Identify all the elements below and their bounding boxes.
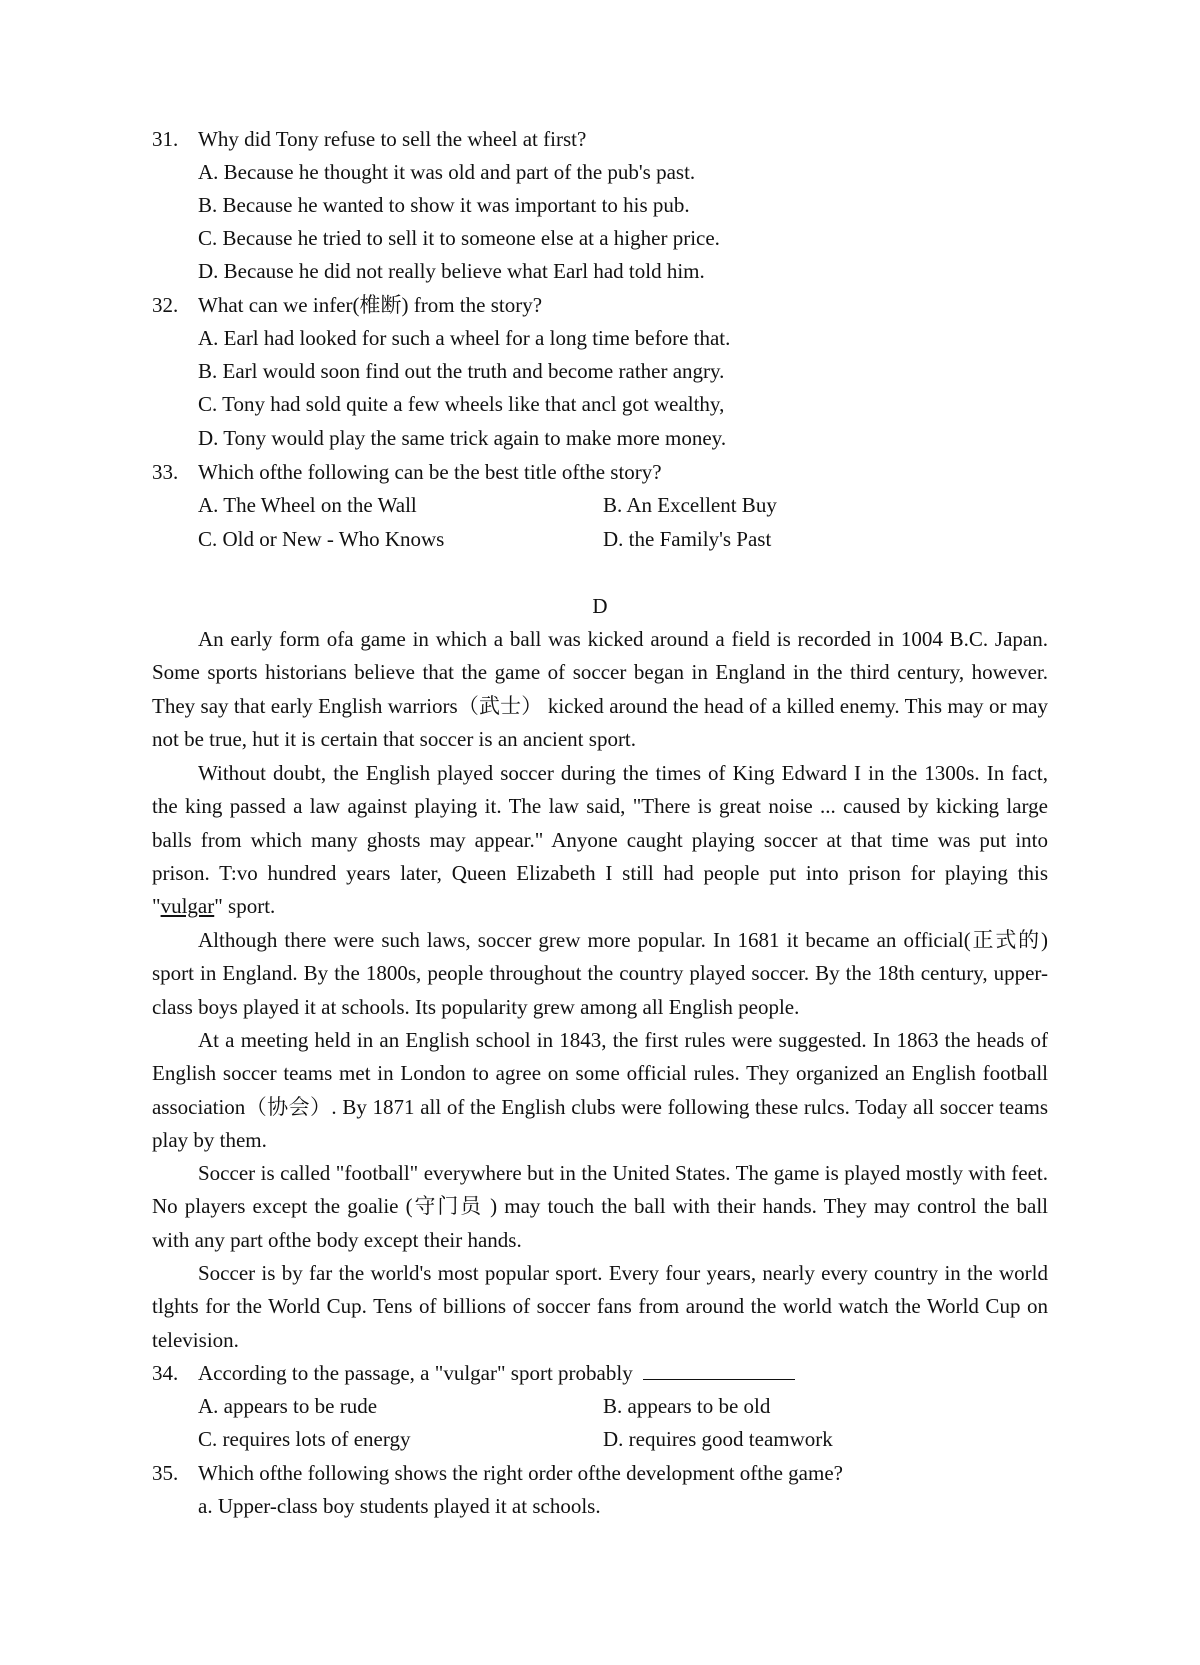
- question-stem: Why did Tony refuse to sell the wheel at first?: [198, 127, 587, 151]
- passage-paragraph-6: Soccer is by far the world's most popular sport. Every four years, nearly every country in the world tlghts for the World Cup. Tens of billions of soccer fans from around the world watch the World Cup on television.: [152, 1261, 1048, 1352]
- option-34-a: A. appears to be rude: [198, 1394, 378, 1418]
- question-number: 32.: [152, 293, 179, 317]
- question-stem: Which ofthe following can be the best title ofthe story?: [198, 460, 662, 484]
- question-35: [152, 1457, 1052, 1490]
- option-31-c: C. Because he tried to sell it to someone else at a higher price.: [198, 226, 720, 250]
- question-34: [152, 1357, 1052, 1390]
- paragraph-text: " sport.: [214, 894, 276, 919]
- option-31-b: B. Because he wanted to show it was important to his pub.: [198, 193, 690, 217]
- ordering-item-a: a. Upper-class boy students played it at schools.: [198, 1494, 601, 1518]
- question-stem: Which ofthe following shows the right order ofthe development ofthe game?: [198, 1461, 843, 1485]
- passage-paragraph-4: At a meeting held in an English school in 1843, the first rules were suggested. In 1863 the heads of English soccer teams met in London to agree on some official rules. They organized an English football association（协会）. By 1871 all of the English clubs were following these rulcs. Today all soccer teams play by them.: [152, 1028, 1048, 1152]
- question-31: [152, 123, 1052, 156]
- passage-paragraph-2: [152, 757, 1048, 923]
- paragraph-text: Without doubt, the English played soccer during the times of King Edward I in the 1300s. In fact, the king passed a law against playing it. The law said, "There is great noise ... caused by kicking large balls from which many ghosts may appear." Anyone caught playing soccer at that time was put into prison. T:vo hundred years later, Queen Elizabeth I still had people put into prison for playing this ": [152, 761, 1048, 919]
- option-31-d: D. Because he did not really believe what Earl had told him.: [198, 259, 705, 283]
- question-number: 34.: [152, 1361, 179, 1385]
- question-number: 35.: [152, 1461, 179, 1485]
- option-31-a: A. Because he thought it was old and part of the pub's past.: [198, 160, 696, 184]
- section-heading: D: [592, 594, 608, 618]
- answer-blank: [643, 1357, 795, 1380]
- question-33: [152, 456, 1052, 489]
- option-34-b: B. appears to be old: [603, 1394, 771, 1418]
- option-34-d: D. requires good teamwork: [603, 1427, 833, 1451]
- question-number: 33.: [152, 460, 179, 484]
- option-34-c: C. requires lots of energy: [198, 1427, 411, 1451]
- option-33-b: B. An Excellent Buy: [603, 493, 777, 517]
- option-33-d: D. the Family's Past: [603, 527, 772, 551]
- option-33-a: A. The Wheel on the Wall: [198, 493, 417, 517]
- option-32-b: B. Earl would soon find out the truth and become rather angry.: [198, 359, 725, 383]
- underlined-word-vulgar: vulgar: [160, 894, 215, 919]
- option-32-c: C. Tony had sold quite a few wheels like that ancl got wealthy,: [198, 392, 725, 416]
- question-stem: According to the passage, a "vulgar" sport probably: [198, 1361, 633, 1385]
- question-number: 31.: [152, 127, 179, 151]
- question-stem: What can we infer(椎断) from the story?: [198, 293, 543, 317]
- option-33-c: C. Old or New - Who Knows: [198, 527, 445, 551]
- passage-paragraph-5: Soccer is called "football" everywhere but in the United States. The game is played mostly with feet. No players except the goalie (守门员 ) may touch the ball with their hands. They may control the ball with any part ofthe body except their hands.: [152, 1161, 1048, 1252]
- option-32-d: D. Tony would play the same trick again to make more money.: [198, 426, 727, 450]
- question-32: [152, 289, 1052, 322]
- passage-paragraph-3: Although there were such laws, soccer grew more popular. In 1681 it became an official(正式的) sport in England. By the 1800s, people throughout the country played soccer. By the 18th century, upper-class boys played it at schools. Its popularity grew among all English people.: [152, 928, 1048, 1019]
- option-32-a: A. Earl had looked for such a wheel for a long time before that.: [198, 326, 731, 350]
- passage-paragraph-1: An early form ofa game in which a ball was kicked around a field is recorded in 1004 B.C. Japan. Some sports historians believe that the game of soccer began in England in the third century, however. They say that early English warriors（武士） kicked around the head of a killed enemy. This may or may not be true, hut it is certain that soccer is an ancient sport.: [152, 627, 1048, 751]
